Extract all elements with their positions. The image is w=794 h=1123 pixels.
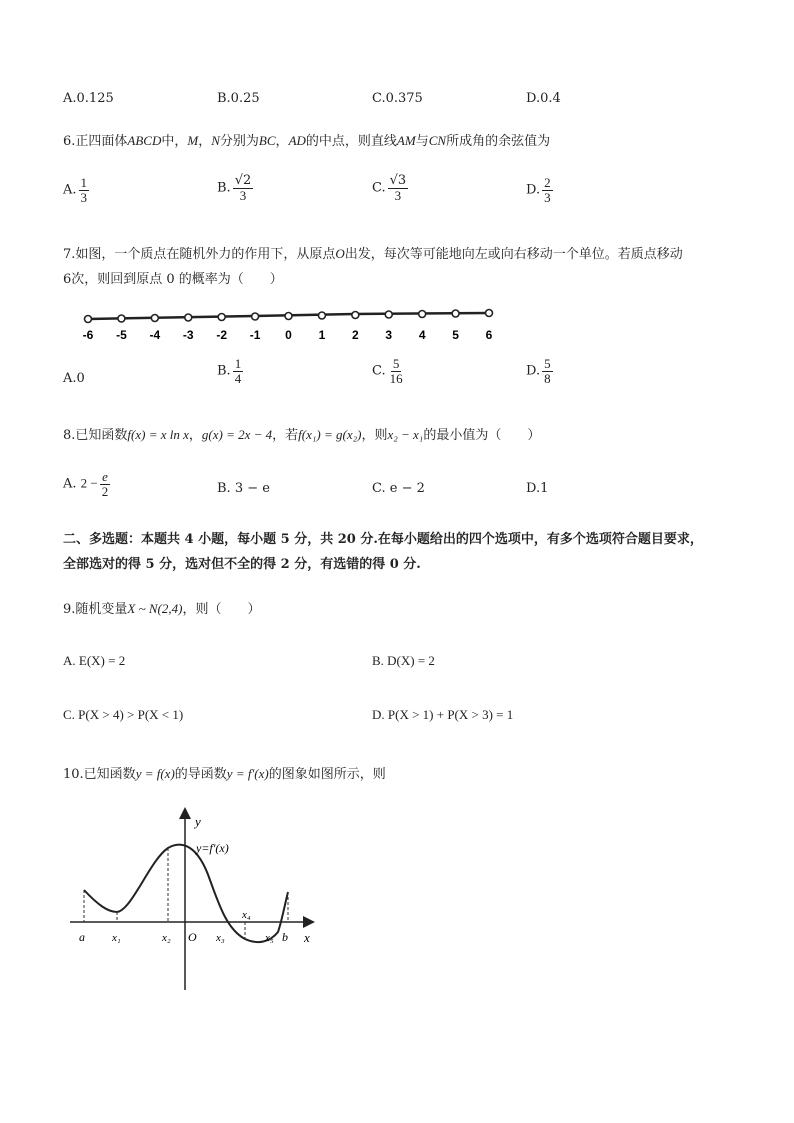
number-line-point [352, 312, 359, 319]
number-line-tick-label: -3 [182, 328, 194, 342]
number-line-point [252, 313, 259, 320]
x-label-x2: x₂ [162, 932, 171, 944]
q9-option-a: A. E(X) = 2 [63, 653, 126, 668]
number-line-tick-label: 2 [351, 328, 359, 342]
q8-option-a: A. 2 − $\frac{e}{2}$ [63, 469, 109, 499]
q9-option-d: D. P(X > 1) + P(X > 3) = 1 [372, 707, 514, 722]
q7-option-d: D. $\frac{5}{8}$ [526, 356, 551, 386]
q6-stem: 6.正四面体ABCD中，M，N分别为BC，AD的中点，则直线AM与CN所成角的余弦值为 [63, 133, 551, 149]
x-label-x5: x₅ [265, 932, 274, 944]
q7-option-b: B. $\frac{1}{4}$ [217, 356, 242, 386]
number-line-tick-label: 3 [385, 328, 393, 342]
q9-stem: 9.随机变量X ~ N(2,4)，则（ ） [63, 601, 261, 617]
y-axis-label: y [195, 814, 201, 829]
number-line-point [118, 315, 125, 322]
number-line-point [185, 314, 192, 321]
number-line-point [218, 314, 225, 321]
q6-option-a: A. $\frac{1}{3}$ [63, 175, 88, 205]
q8-option-d: D.1 [526, 481, 549, 496]
q10-stem: 10.已知函数y = f(x)的导函数y = f′(x)的图象如图所示，则 [63, 766, 386, 782]
q7-stem-line2: 6次，则回到原点 0 的概率为（ ） [63, 272, 283, 287]
number-line-tick-label: -4 [149, 328, 161, 342]
q9-option-b: B. D(X) = 2 [372, 653, 435, 668]
number-line-tick-label: 1 [318, 328, 326, 342]
x-label-b: b [282, 930, 288, 944]
q5-option-c: C.0.375 [372, 91, 423, 106]
number-line-point [452, 310, 459, 317]
curve-label: y=f′(x) [196, 841, 229, 855]
q6-option-d: D. $\frac{2}{3}$ [526, 175, 551, 205]
x-label-a: a [79, 930, 85, 944]
number-line-figure [74, 305, 504, 345]
q5-option-b: B.0.25 [217, 91, 260, 106]
q6-option-c: C. $\frac{√3}{3}$ [372, 173, 407, 203]
number-line-tick-label: -1 [249, 328, 261, 342]
q7-option-c: C. $\frac{5}{16}$ [372, 356, 403, 386]
number-line-point [318, 312, 325, 319]
x-axis-label: x [304, 930, 310, 945]
q7-stem-line1: 7.如图，一个质点在随机外力的作用下，从原点O出发，每次等可能地向左或向右移动一个单位。若质点移动 [63, 246, 683, 262]
number-line-point [385, 311, 392, 318]
q6-option-b: B. $\frac{√2}{3}$ [217, 173, 252, 203]
number-line-point [419, 311, 426, 318]
number-line-tick-label: 6 [485, 328, 493, 342]
number-line-tick-label: 5 [452, 328, 459, 342]
x-label-x4: x₄ [242, 909, 251, 921]
number-line-point [85, 316, 92, 323]
q5-option-d: D.0.4 [526, 91, 561, 106]
number-line-point [486, 310, 493, 317]
q9-option-c: C. P(X > 4) > P(X < 1) [63, 707, 184, 722]
section-heading-line1: 二、多选题：本题共 4 小题，每小题 5 分，共 20 分.在每小题给出的四个选项中，有多个选项符合题目要求， [63, 532, 703, 547]
x-label-x3: x₃ [216, 932, 225, 944]
derivative-graph [60, 800, 330, 1000]
q8-option-b: B. 3 − e [217, 481, 270, 496]
number-line-tick-label: -2 [216, 328, 228, 342]
number-line-point [151, 315, 158, 322]
q5-option-a: A.0.125 [63, 91, 114, 106]
q7-option-a: A.0 [63, 371, 85, 386]
number-line-point [285, 313, 292, 320]
section-heading-line2: 全部选对的得 5 分，选对但不全的得 2 分，有选错的得 0 分. [63, 557, 421, 572]
number-line-tick-label: 0 [285, 328, 292, 342]
q8-stem: 8.已知函数f(x) = x ln x，g(x) = 2x − 4，若f(x₁) = g(x₂)，则x₂ − x₁的最小值为（ ） [63, 427, 541, 443]
x-label-x1: x₁ [112, 932, 121, 944]
derivative-curve [84, 845, 288, 942]
number-line-tick-label: 4 [418, 328, 426, 342]
number-line-tick-label: -6 [82, 328, 94, 342]
q8-option-c: C. e − 2 [372, 481, 425, 496]
origin-label: O [188, 930, 197, 944]
number-line-tick-label: -5 [116, 328, 127, 342]
